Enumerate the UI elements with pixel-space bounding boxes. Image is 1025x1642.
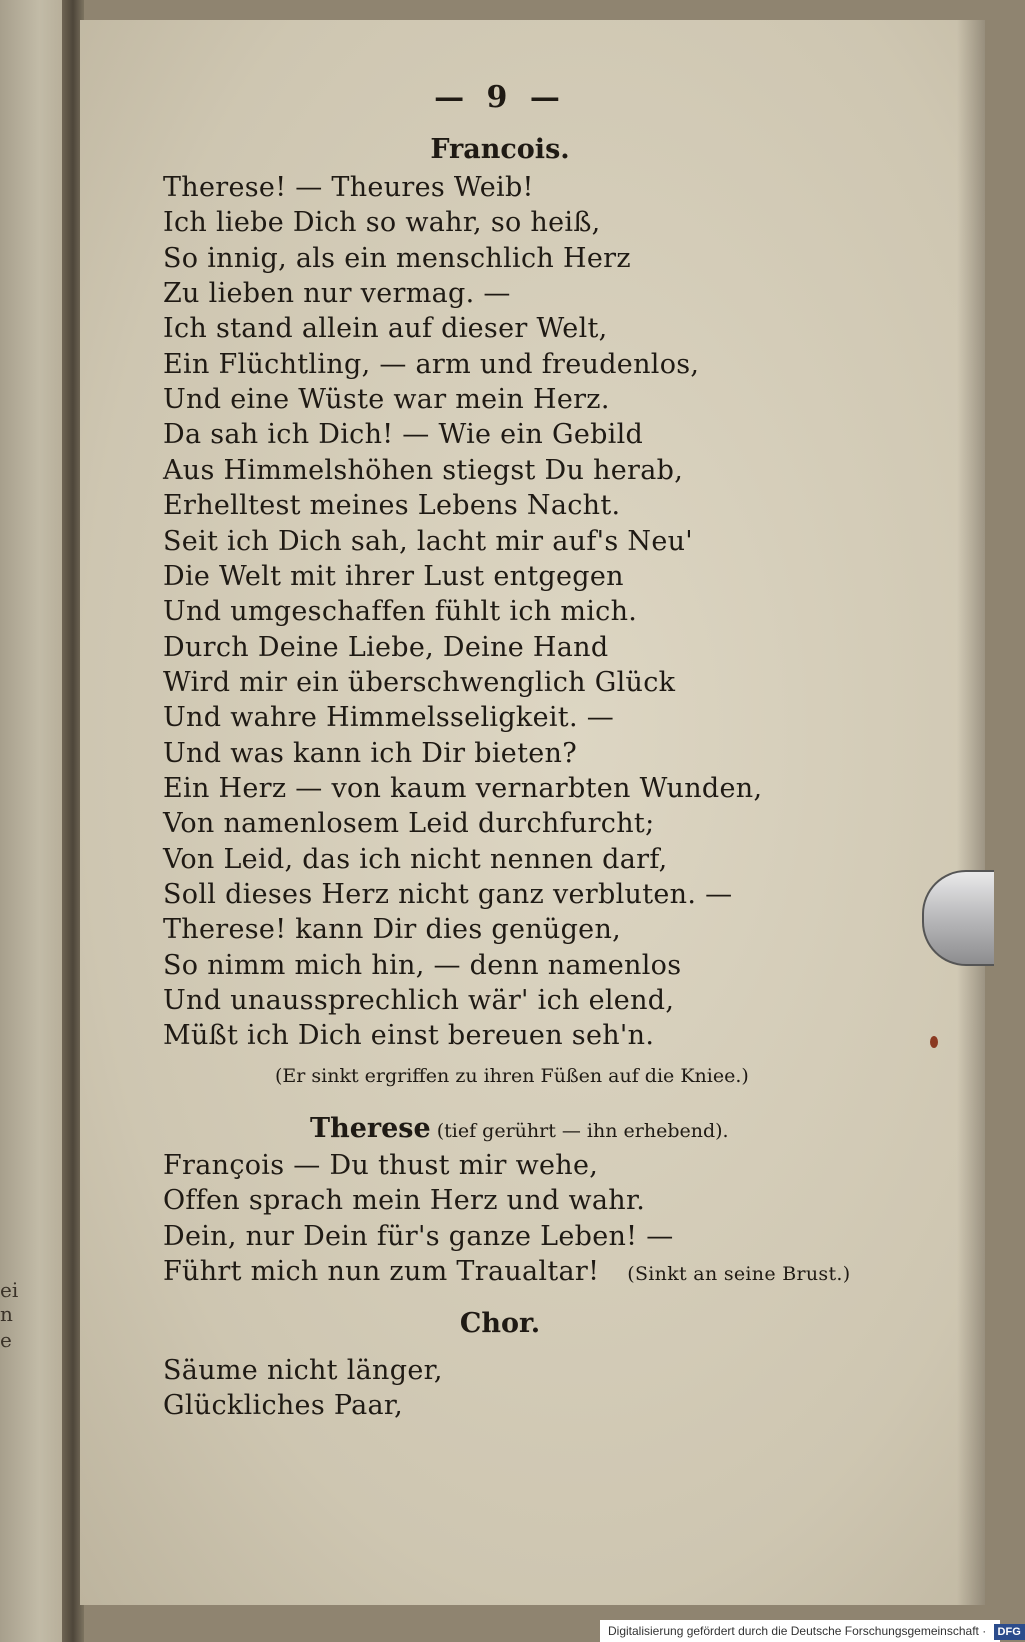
verse-line: François — Du thust mir wehe,: [163, 1150, 599, 1181]
verse-line: Müßt ich Dich einst bereuen seh'n.: [163, 1020, 655, 1052]
verse-line: Erhelltest meines Lebens Nacht.: [163, 490, 621, 522]
verse-line: Und umgeschaffen fühlt ich mich.: [163, 596, 638, 628]
verse-line: Durch Deine Liebe, Deine Hand: [163, 631, 609, 663]
verse-line: Ich stand allein auf dieser Welt,: [163, 313, 608, 345]
verse-line: Säume nicht länger,: [163, 1355, 443, 1386]
stage-direction: (Er sinkt ergriffen zu ihren Füßen auf die Kniee.): [275, 1065, 749, 1087]
ink-spot: [930, 1036, 938, 1048]
dfg-logo: DFG: [994, 1624, 1025, 1640]
verse-line: Und eine Wüste war mein Herz.: [163, 384, 610, 416]
stage-direction-inline: (Sinkt an seine Brust.): [627, 1262, 851, 1285]
verse-line: Zu lieben nur vermag. —: [163, 278, 511, 310]
verse-line: Seit ich Dich sah, lacht mir auf's Neu': [163, 525, 694, 557]
margin-fragment: ei: [0, 1278, 19, 1302]
verse-line: Ich liebe Dich so wahr, so heiß,: [163, 207, 601, 239]
speaker-heading-chor: Chor.: [459, 1308, 541, 1339]
verse-line: Und unaussprechlich wär' ich elend,: [163, 985, 675, 1017]
speaker-heading-francois: Francois.: [430, 134, 570, 165]
speaker-name: Therese: [310, 1113, 431, 1144]
verse-line: Von Leid, das ich nicht nennen darf,: [163, 843, 668, 875]
page-number: — 9 —: [434, 80, 566, 115]
margin-fragment: n: [0, 1302, 13, 1326]
margin-fragment: e: [0, 1328, 12, 1352]
verse-line: Von namenlosem Leid durchfurcht;: [163, 808, 655, 840]
verse-line: Die Welt mit ihrer Lust entgegen: [163, 560, 624, 592]
verse-line: Therese! kann Dir dies genügen,: [163, 914, 622, 946]
verse-line: So nimm mich hin, — denn namenlos: [163, 949, 682, 981]
footer-credit: [600, 1620, 1021, 1642]
verse-line: Führt mich nun zum Traualtar! (Sinkt an seine Brust.): [163, 1255, 851, 1287]
speaker-heading-therese: [310, 1113, 729, 1144]
verse-line: Da sah ich Dich! — Wie ein Gebild: [163, 419, 644, 451]
page-edge-shadow: [957, 20, 985, 1605]
verse-line: Wird mir ein überschwenglich Glück: [163, 666, 676, 698]
verse-line: Glückliches Paar,: [163, 1390, 404, 1422]
verse-line: Therese! — Theures Weib!: [163, 172, 534, 203]
verse-line: Ein Flüchtling, — arm und freudenlos,: [163, 348, 700, 380]
speaker-direction: (tief gerührt — ihn erhebend).: [436, 1120, 729, 1142]
footer-text: Digitalisierung gefördert durch die Deutsche Forschungsgemeinschaft ·: [608, 1624, 987, 1638]
verse-line: Dein, nur Dein für's ganze Leben! —: [163, 1220, 674, 1252]
verse-line: Soll dieses Herz nicht ganz verbluten. —: [163, 879, 733, 910]
verse-line: Ein Herz — von kaum vernarbten Wunden,: [163, 772, 763, 804]
page-clip: [922, 870, 994, 966]
verse-line: Und was kann ich Dir bieten?: [163, 737, 577, 769]
verse-line: So innig, als ein menschlich Herz: [163, 242, 631, 274]
verse-line: Und wahre Himmelsseligkeit. —: [163, 702, 615, 734]
verse-line: Offen sprach mein Herz und wahr.: [163, 1185, 646, 1217]
verse-line: Aus Himmelshöhen stiegst Du herab,: [163, 454, 684, 486]
